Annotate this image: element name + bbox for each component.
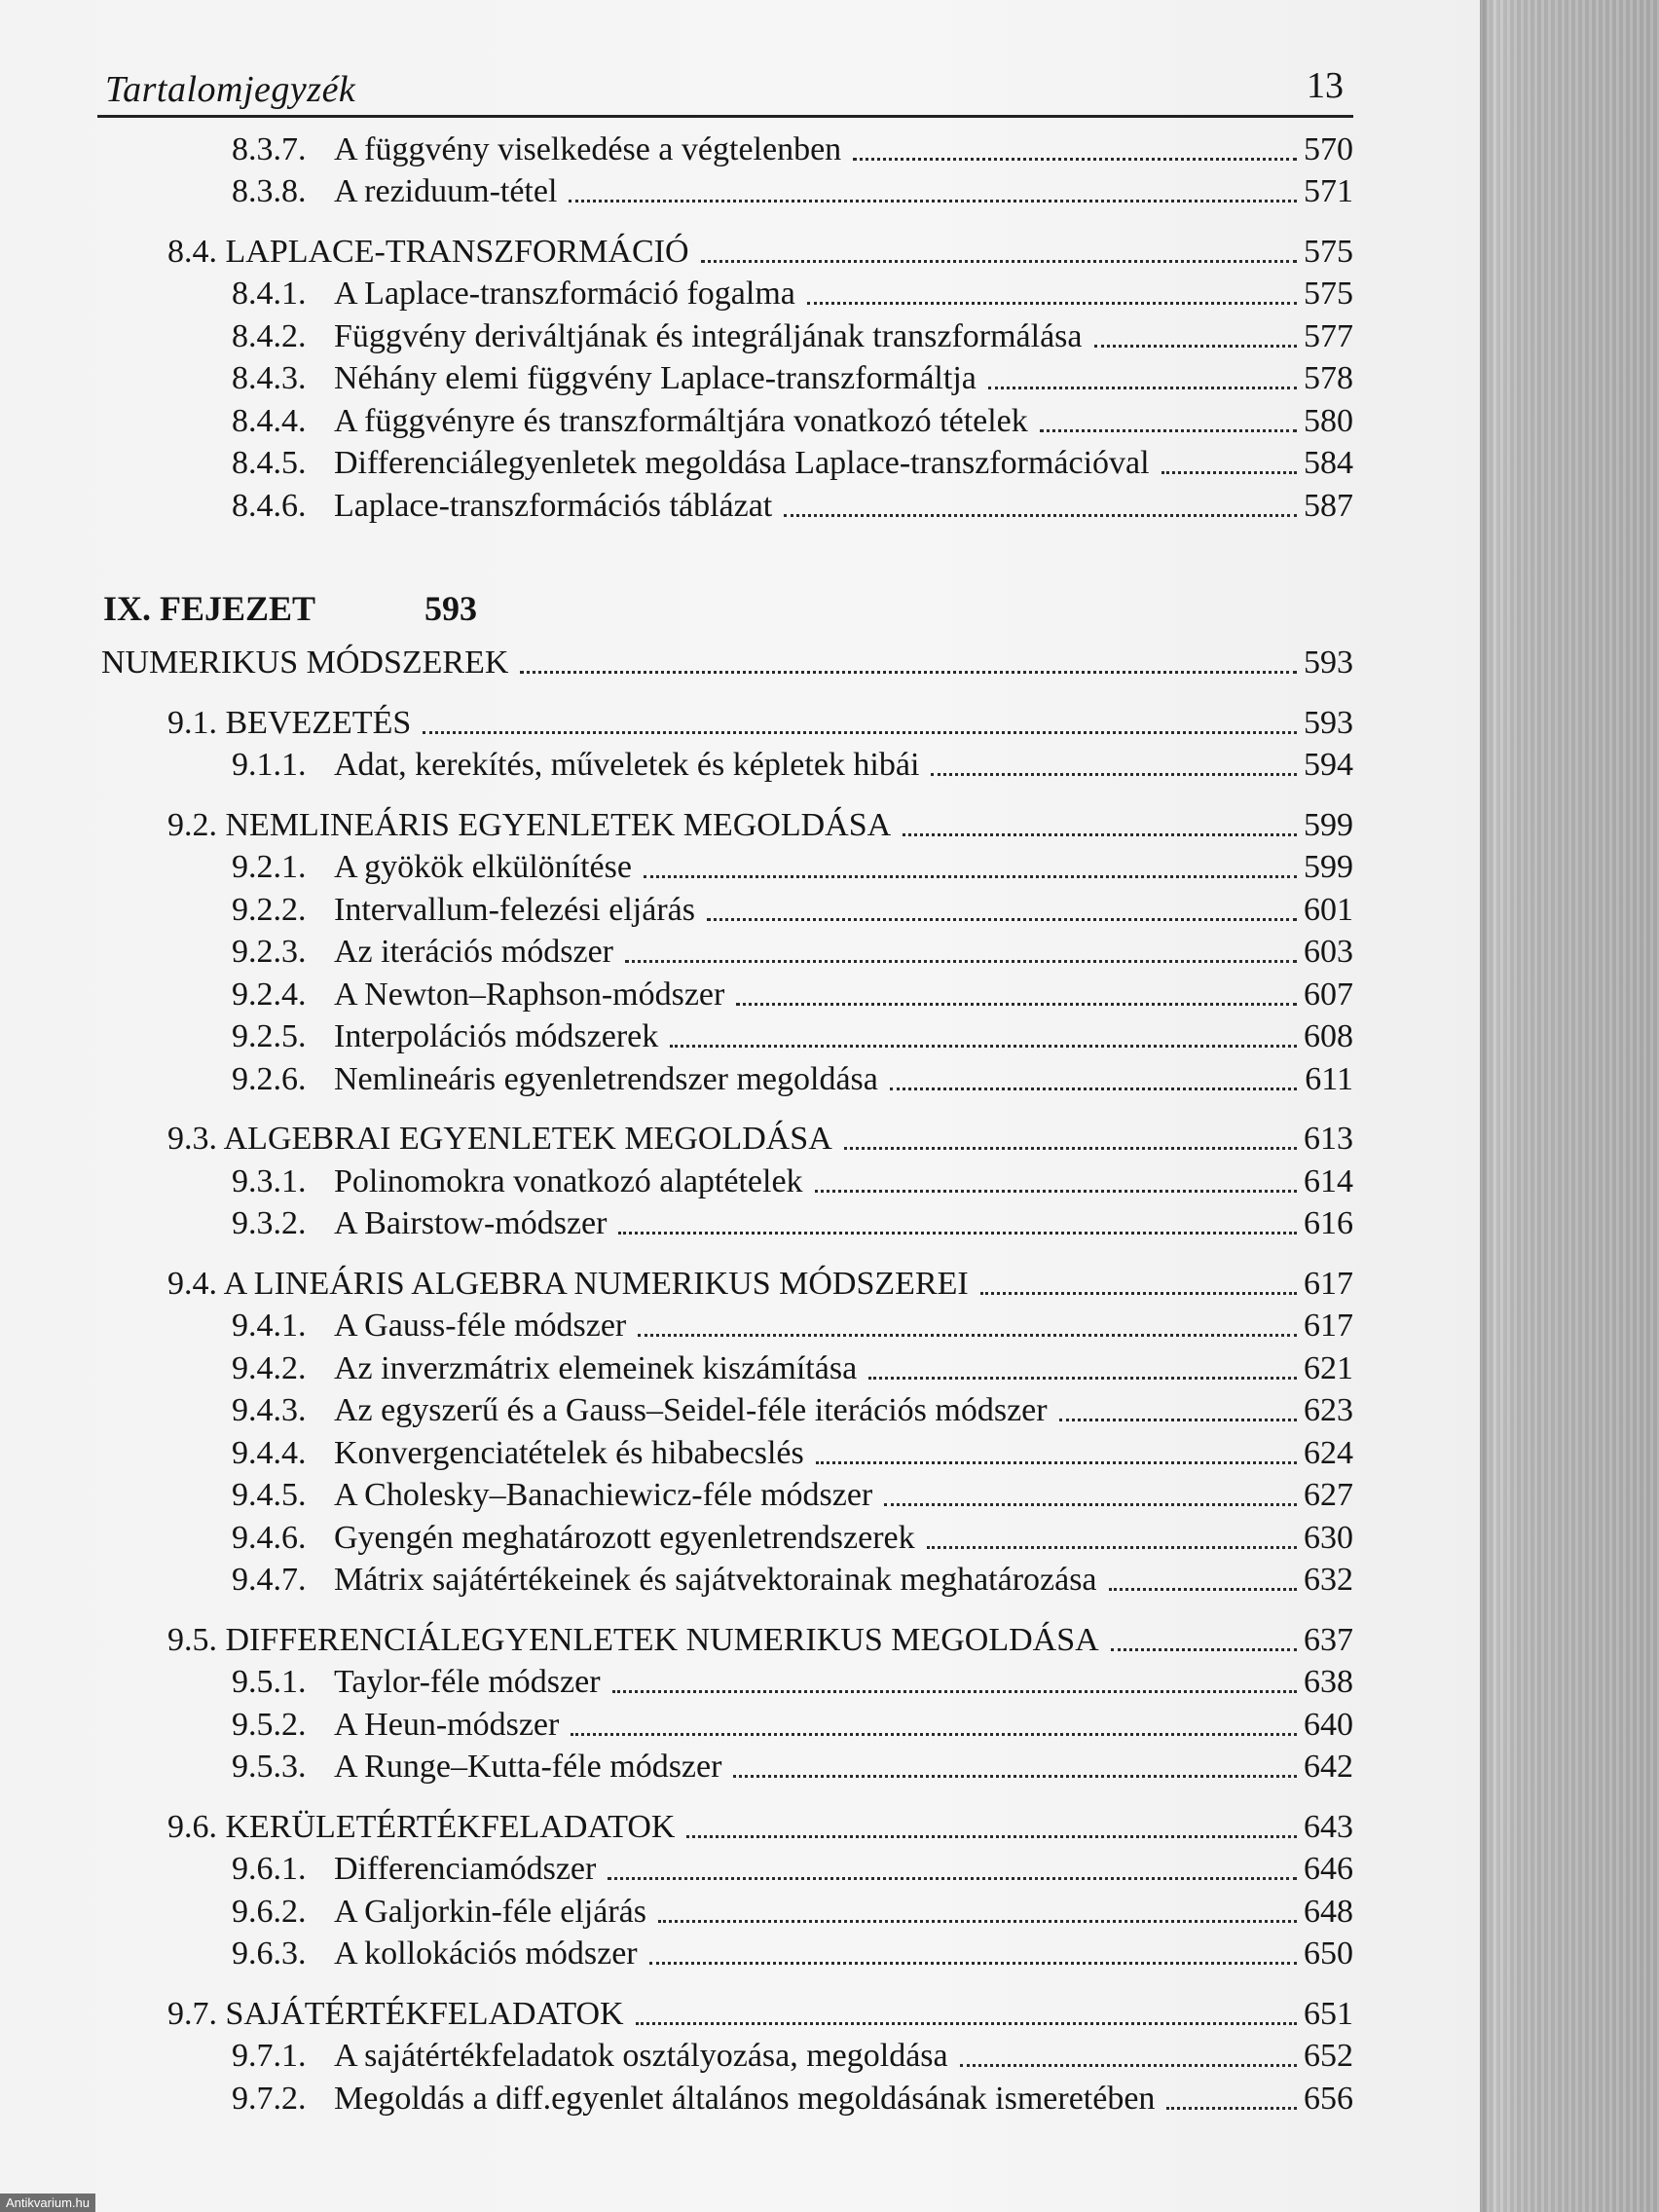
section-page: 637 [1304,1621,1353,1658]
entry-page: 587 [1304,487,1353,524]
dot-leader [520,663,1297,674]
section-title: 9.3. ALGEBRAI EGYENLETEK MEGOLDÁSA [167,1121,832,1157]
dot-leader [816,1454,1297,1464]
entry-title: Függvény deriváltjának és integráljának transzformálása [334,317,1083,354]
entry-page: 571 [1304,173,1353,209]
chapter-heading [97,571,1353,629]
section-page: 651 [1304,1995,1353,2032]
entry-title: A Newton–Raphson-módszer [334,976,725,1013]
entry-title: A függvény viselkedése a végtelenben [334,130,842,167]
dot-leader [618,1224,1297,1235]
entry-page: 594 [1304,747,1353,783]
entry-page: 577 [1304,317,1353,354]
page-edge [1480,0,1659,2212]
toc-entry [97,1430,1353,1473]
chapter-sections [97,700,1353,2119]
dot-leader [658,1912,1297,1923]
header-title: Tartalomjegyzék [105,69,356,110]
toc-entry [97,2076,1353,2119]
toc-entry [97,1932,1353,1974]
entry-title: Megoldás a diff.egyenlet általános megoldásának ismeretében [334,2080,1156,2117]
dot-leader [844,1139,1297,1150]
toc-entry [97,1201,1353,1244]
entry-number: 9.4.7. [232,1562,307,1598]
section-page: 593 [1304,704,1353,741]
toc-entry [97,1014,1353,1057]
section-page: 575 [1304,233,1353,270]
dot-leader [980,1284,1297,1295]
entry-page: 601 [1304,891,1353,928]
dot-leader [625,952,1297,963]
toc-entry [97,313,1353,356]
section-page: 643 [1304,1808,1353,1845]
entry-number: 9.2.3. [232,934,307,970]
dot-leader [1166,2099,1297,2110]
entry-page: 599 [1304,849,1353,885]
entry-title: A kollokációs módszer [334,1936,638,1972]
entry-title: A Runge–Kutta-féle módszer [334,1749,722,1785]
entry-number: 9.4.2. [232,1349,307,1386]
entry-number: 8.4.1. [232,276,307,312]
entry-title: Polinomokra vonatkozó alaptételek [334,1162,803,1199]
entry-title: Az inverzmátrix elemeinek kiszámítása [334,1349,858,1386]
chapter-label: IX. FEJEZET [103,588,316,628]
section-title: 9.7. SAJÁTÉRTÉKFELADATOK [167,1995,624,2032]
toc-entry [97,1473,1353,1516]
toc-entry [97,930,1353,973]
entry-page: 616 [1304,1205,1353,1241]
entry-page: 632 [1304,1562,1353,1598]
entry-title: A Bairstow-módszer [334,1205,608,1241]
entry-page: 578 [1304,360,1353,396]
entry-title: A Heun-módszer [334,1706,560,1743]
toc-entry [97,1847,1353,1890]
toc-section [97,1991,1353,2034]
section-page: 599 [1304,806,1353,843]
entry-number: 8.3.8. [232,173,307,209]
entry-number: 9.2.1. [232,849,307,885]
dot-leader [569,192,1297,203]
toc-entry [97,1304,1353,1346]
entry-number: 9.3.1. [232,1162,307,1199]
entry-title: A Galjorkin-féle eljárás [334,1893,646,1930]
dot-leader [644,867,1297,878]
entry-title: A Gauss-féle módszer [334,1308,627,1344]
entry-title: Az egyszerű és a Gauss–Seidel-féle iterációs módszer [334,1392,1048,1428]
toc-entry [97,1515,1353,1558]
dot-leader [960,2056,1297,2067]
dot-leader [927,1538,1297,1549]
entry-page: 621 [1304,1349,1353,1386]
entry-number: 8.4.6. [232,487,307,524]
entry-number: 9.7.1. [232,2038,307,2074]
dot-leader [853,150,1297,161]
chapter-title-page: 593 [1304,645,1353,681]
toc-section [97,802,1353,845]
toc-chapter-title [97,641,1353,683]
dot-leader [1111,1641,1297,1651]
entry-page: 630 [1304,1519,1353,1556]
section-title: 9.5. DIFFERENCIÁLEGYENLETEK NUMERIKUS MEGOLDÁSA [167,1621,1099,1658]
entry-number: 9.4.4. [232,1434,307,1471]
dot-leader [649,1954,1297,1965]
dot-leader [707,910,1297,921]
entry-title: Néhány elemi függvény Laplace-transzformáltja [334,360,977,396]
watermark-text: Antikvarium.hu [0,2194,95,2212]
dot-leader [988,379,1297,389]
toc-entry [97,398,1353,441]
dot-leader [736,995,1297,1006]
entry-title: Differenciamódszer [334,1851,597,1887]
entry-title: A függvényre és transzformáltjára vonatkozó tételek [334,402,1028,439]
entry-page: 575 [1304,276,1353,312]
entry-page: 580 [1304,402,1353,439]
toc-entry [97,272,1353,314]
dot-leader [423,723,1297,734]
toc-section [97,700,1353,743]
entry-title: Gyengén meghatározott egyenletrendszerek [334,1519,915,1556]
toc-section [97,1117,1353,1160]
dot-leader [1094,337,1298,348]
entry-number: 9.5.3. [232,1749,307,1785]
entry-number: 9.4.5. [232,1477,307,1513]
entry-title: A sajátértékfeladatok osztályozása, megoldása [334,2038,948,2074]
toc-entry [97,1388,1353,1431]
toc-entry [97,1702,1353,1745]
entry-page: 603 [1304,934,1353,970]
toc-entry [97,743,1353,786]
entry-number: 8.4.4. [232,402,307,439]
entry-title: Laplace-transzformációs táblázat [334,487,773,524]
section-title: 9.6. KERÜLETÉRTÉKFELADATOK [167,1808,676,1845]
dot-leader [608,1869,1297,1880]
toc-entry [97,887,1353,930]
entry-number: 8.4.3. [232,360,307,396]
entry-page: 627 [1304,1477,1353,1513]
entry-title: Mátrix sajátértékeinek és sajátvektorainak meghatározása [334,1562,1097,1598]
dot-leader [1040,422,1297,432]
chapter-title: NUMERIKUS MÓDSZEREK [101,645,509,681]
dot-leader [868,1369,1297,1380]
dot-leader [890,1080,1297,1090]
entry-number: 8.3.7. [232,130,307,167]
entry-page: 617 [1304,1308,1353,1344]
entry-number: 9.2.5. [232,1018,307,1054]
entry-number: 9.5.2. [232,1706,307,1743]
entry-number: 9.2.4. [232,976,307,1013]
entry-title: Konvergenciatételek és hibabecslés [334,1434,804,1471]
entry-title: Interpolációs módszerek [334,1018,659,1054]
toc-section [97,1261,1353,1304]
toc-entry [97,1056,1353,1099]
toc-section [97,1804,1353,1847]
dot-leader [1161,463,1297,474]
entry-number: 9.6.1. [232,1851,307,1887]
entry-title: Adat, kerekítés, műveletek és képletek hibái [334,747,920,783]
dot-leader [670,1037,1297,1048]
entry-page: 570 [1304,130,1353,167]
entry-page: 646 [1304,1851,1353,1887]
entry-page: 640 [1304,1706,1353,1743]
table-of-contents [97,127,1353,2119]
entry-title: Differenciálegyenletek megoldása Laplace-transzformációval [334,445,1150,481]
section-page: 613 [1304,1121,1353,1157]
entry-title: Taylor-féle módszer [334,1664,601,1700]
entry-number: 9.6.3. [232,1936,307,1972]
toc-entry [97,1346,1353,1388]
entry-number: 9.5.1. [232,1664,307,1700]
dot-leader [612,1682,1297,1693]
entry-page: 607 [1304,976,1353,1013]
entry-page: 650 [1304,1936,1353,1972]
toc-entry [97,1660,1353,1703]
toc-section [97,229,1353,272]
entry-page: 623 [1304,1392,1353,1428]
entry-number: 9.4.1. [232,1308,307,1344]
toc-entry [97,127,1353,169]
entry-page: 638 [1304,1664,1353,1700]
entry-number: 9.4.3. [232,1392,307,1428]
dot-leader [733,1767,1297,1778]
entry-title: A reziduum-tétel [334,173,558,209]
toc-entry [97,972,1353,1014]
entry-page: 656 [1304,2080,1353,2117]
entry-title: A gyökök elkülönítése [334,849,632,885]
entry-number: 9.3.2. [232,1205,307,1241]
section-title: 8.4. LAPLACE-TRANSZFORMÁCIÓ [167,233,689,270]
toc-entry [97,1159,1353,1201]
toc-entry [97,1889,1353,1932]
dot-leader [903,826,1297,836]
entry-page: 648 [1304,1893,1353,1930]
entry-page: 608 [1304,1018,1353,1054]
entry-number: 9.6.2. [232,1893,307,1930]
toc-entry [97,356,1353,399]
dot-leader [686,1827,1297,1838]
toc-entry [97,2034,1353,2077]
entry-number: 9.2.6. [232,1060,307,1097]
entry-page: 624 [1304,1434,1353,1471]
entry-title: A Laplace-transzformáció fogalma [334,276,795,312]
entry-page: 614 [1304,1162,1353,1199]
entry-number: 8.4.2. [232,317,307,354]
dot-leader [815,1182,1297,1193]
dot-leader [638,1326,1297,1337]
entry-page: 611 [1305,1060,1353,1097]
section-title: 9.1. BEVEZETÉS [167,704,412,741]
section-title: 9.4. A LINEÁRIS ALGEBRA NUMERIKUS MÓDSZEREI [167,1265,969,1302]
section-page: 617 [1304,1265,1353,1302]
toc-section [97,1617,1353,1660]
toc-entry [97,441,1353,484]
chapter-page: 593 [424,588,477,628]
dot-leader [636,2014,1297,2025]
entry-page: 584 [1304,445,1353,481]
dot-leader [701,252,1297,263]
entry-number: 9.4.6. [232,1519,307,1556]
dot-leader [784,506,1297,517]
dot-leader [931,765,1297,776]
entry-number: 9.7.2. [232,2080,307,2117]
entry-title: Intervallum-felezési eljárás [334,891,695,928]
toc-entry [97,1745,1353,1788]
entry-title: Az iterációs módszer [334,934,613,970]
section-title: 9.2. NEMLINEÁRIS EGYENLETEK MEGOLDÁSA [167,806,892,843]
running-header [97,56,1353,118]
dot-leader [807,294,1297,305]
dot-leader [884,1495,1297,1506]
entry-title: Nemlineáris egyenletrendszer megoldása [334,1060,878,1097]
entry-title: A Cholesky–Banachiewicz-féle módszer [334,1477,873,1513]
entry-number: 9.1.1. [232,747,307,783]
entry-number: 8.4.5. [232,445,307,481]
dot-leader [1109,1580,1297,1591]
entry-page: 642 [1304,1749,1353,1785]
toc-entry [97,1558,1353,1601]
toc-entry [97,169,1353,212]
toc-entry [97,845,1353,888]
entry-page: 652 [1304,2038,1353,2074]
dot-leader [571,1725,1297,1736]
dot-leader [1059,1411,1297,1421]
toc-entry [97,483,1353,526]
entry-number: 9.2.2. [232,891,307,928]
header-page-number: 13 [1307,65,1344,106]
